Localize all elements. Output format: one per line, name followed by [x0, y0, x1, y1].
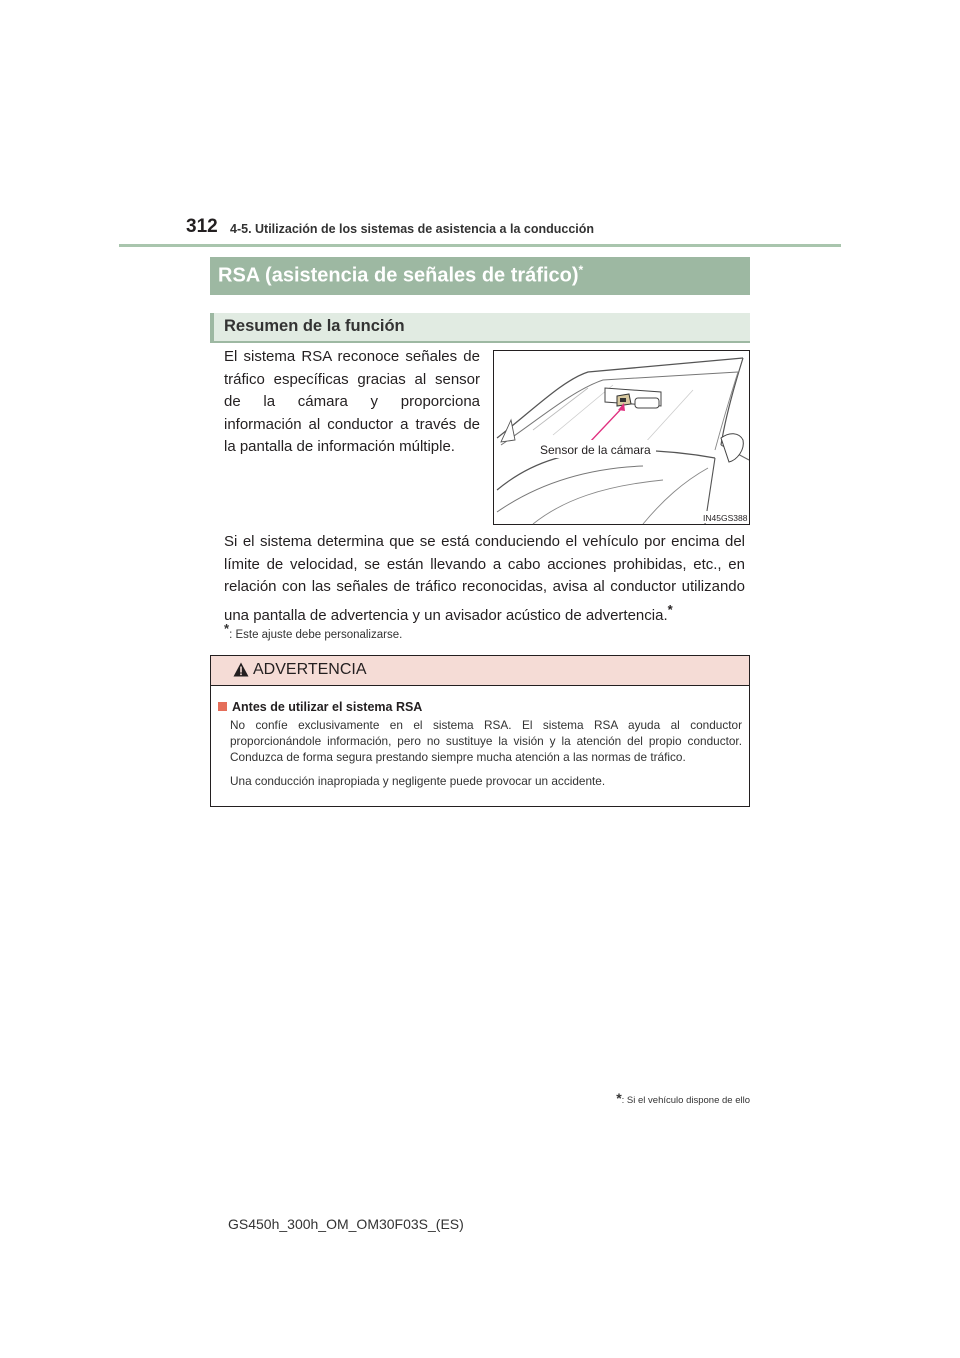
footnote — [224, 621, 402, 641]
availability-text: : Si el vehículo dispone de ello — [621, 1095, 750, 1106]
warning-heading: ADVERTENCIA — [253, 661, 367, 678]
availability-note — [608, 1090, 750, 1106]
intro-paragraph: El sistema RSA reconoce señales de tráfico específicas gracias al sensor de la cámara y proporciona información al conductor a través de la pantalla de información múltiple. — [224, 348, 480, 455]
section-title — [210, 257, 750, 295]
footnote-text: : Este ajuste debe personalizarse. — [229, 628, 403, 641]
figure-code: IN45GS388 — [703, 513, 748, 523]
section-header: 4-5. Utilización de los sistemas de asistencia a la conducción — [230, 222, 595, 236]
availability-asterisk: * — [616, 1090, 622, 1106]
warning-box — [210, 655, 750, 807]
main-asterisk: * — [667, 601, 673, 617]
warning-subheading-text: Antes de utilizar el sistema RSA — [232, 700, 423, 714]
main-paragraph-text: Si el sistema determina que se está conduciendo el vehículo por encima del límite de velocidad, se están llevando a cabo acciones prohibidas, etc., en relación con las señales de tráfico reconocidas, avisa al conductor utilizando una pantalla de advertencia y un avisador acústico de advertencia. — [224, 533, 745, 624]
footnote-asterisk: * — [224, 621, 230, 636]
warning-triangle-icon — [233, 662, 249, 677]
subsection-title: Resumen de la función — [210, 313, 750, 343]
title-asterisk: * — [578, 263, 584, 277]
square-bullet-icon — [218, 702, 227, 711]
warning-paragraph: No confíe exclusivamente en el sistema RSA. El sistema RSA ayuda al conductor proporcionándole información, pero no sustituye la visión y la atención del propio conductor. Conduzca de forma segura prestando siempre mucha atención a las normas de tráfico. — [230, 718, 742, 764]
callout-label: Sensor de la cámara — [540, 443, 651, 457]
warning-subheading — [218, 700, 422, 714]
camera-sensor-illustration — [493, 350, 750, 525]
section-title-text: RSA (asistencia de señales de tráfico) — [218, 264, 579, 287]
page-number: 312 — [186, 216, 218, 237]
document-code: GS450h_300h_OM_OM30F03S_(ES) — [228, 1216, 464, 1232]
warning-paragraph-2: Una conducción inapropiada y negligente puede provocar un accidente. — [230, 774, 606, 788]
main-paragraph — [224, 531, 745, 627]
header-rule — [119, 244, 841, 247]
warning-header — [211, 656, 749, 686]
